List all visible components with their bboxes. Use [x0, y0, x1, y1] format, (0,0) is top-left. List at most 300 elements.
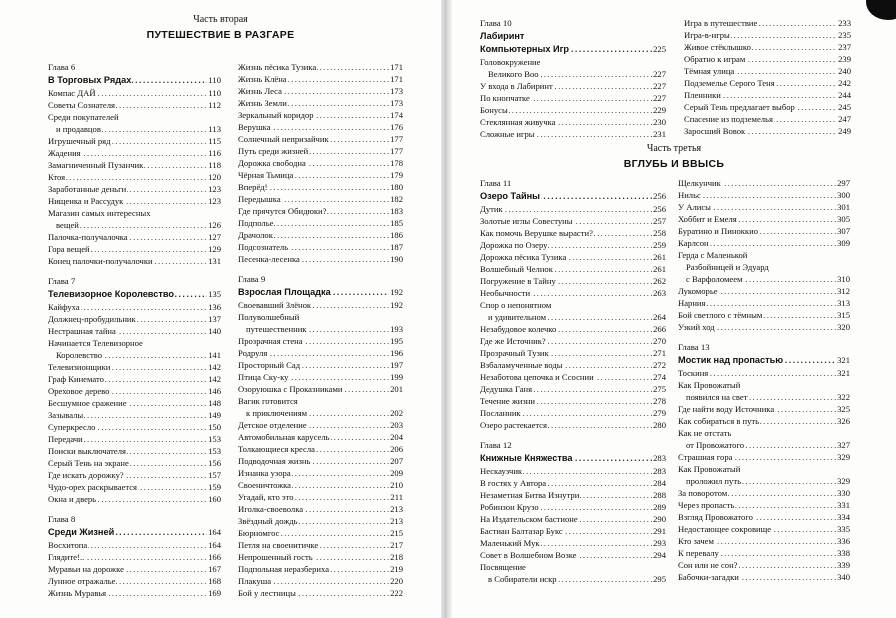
page-number: 201 — [390, 384, 403, 394]
entry-title: Как Провожатый — [678, 380, 741, 390]
toc-entry — [238, 479, 403, 491]
entry-title: Карлсон — [678, 238, 709, 248]
page-number: 283 — [653, 453, 666, 463]
page-number: 331 — [837, 500, 850, 510]
toc-entry — [48, 147, 221, 159]
page-number: 123 — [208, 184, 221, 194]
chapter-heading — [480, 43, 666, 56]
toc-entry — [678, 225, 850, 237]
page-number: 315 — [837, 310, 850, 320]
toc-entry — [684, 41, 851, 53]
toc-entry — [48, 87, 221, 99]
toc-entry — [48, 539, 221, 551]
left-page — [0, 0, 441, 618]
page-number: 242 — [838, 78, 851, 88]
entry-title: Бюрномгос — [238, 528, 280, 538]
page-number: 307 — [837, 226, 850, 236]
entry-title: Автомобильная карусель — [238, 432, 330, 442]
page-number: 197 — [390, 360, 403, 370]
toc-entry — [678, 523, 850, 535]
page-number: 202 — [390, 408, 403, 418]
section-gap — [480, 431, 666, 439]
page-number: 225 — [653, 44, 666, 54]
entry-title: Ореховое дерево — [48, 386, 110, 396]
toc-entry — [678, 201, 850, 213]
page-number: 183 — [390, 206, 403, 216]
entry-title: Компас ДАЙ — [48, 88, 96, 98]
entry-title: Бонусы — [480, 105, 508, 115]
page-number: 239 — [838, 54, 851, 64]
toc-entry — [684, 77, 851, 89]
page-number: 264 — [653, 312, 666, 322]
toc-entry — [678, 367, 850, 379]
toc-entry — [480, 359, 666, 371]
toc-entry — [678, 321, 850, 333]
page-number: 327 — [837, 440, 850, 450]
entry-title: Нескаузчик — [480, 466, 523, 476]
toc-entry — [684, 101, 851, 113]
page-number: 131 — [208, 256, 221, 266]
toc-entry — [238, 311, 403, 323]
chapter-label: Глава 9 — [238, 274, 266, 284]
page-number: 297 — [837, 178, 850, 188]
toc-entry — [48, 373, 221, 385]
page-number: 244 — [838, 90, 851, 100]
toc-entry — [48, 337, 221, 349]
toc-entry — [238, 335, 403, 347]
entry-title: Компьютерных Игр — [480, 44, 570, 54]
chapter-label: Глава 12 — [480, 440, 512, 450]
page-number: 263 — [653, 288, 666, 298]
entry-title: Звёздный дождь — [238, 516, 298, 526]
toc-entry — [48, 457, 221, 469]
entry-title: Палочка-получалочка — [48, 232, 128, 242]
toc-entry — [238, 455, 403, 467]
page-number: 274 — [653, 372, 666, 382]
toc-entry — [238, 181, 403, 193]
page-number: 340 — [837, 572, 850, 582]
page-number: 126 — [208, 220, 221, 230]
entry-title: Полуволшебный — [238, 312, 300, 322]
entry-title: Обратно к играм — [684, 54, 746, 64]
page-number: 320 — [837, 322, 850, 332]
entry-title: Кайфуха — [48, 302, 80, 312]
toc-entry — [480, 239, 666, 251]
entry-title: Герда с Маленькой — [678, 250, 748, 260]
page-number: 177 — [390, 134, 403, 144]
toc-entry — [678, 499, 850, 511]
toc-entry — [238, 133, 403, 145]
entry-title: Просторный Сад — [238, 360, 301, 370]
right-page — [452, 0, 896, 618]
page-number: 217 — [390, 540, 403, 550]
toc-entry — [48, 409, 221, 421]
page-number: 294 — [653, 550, 666, 560]
entry-title: Дорожка свободна — [238, 158, 306, 168]
page-number: 339 — [837, 560, 850, 570]
toc-entry — [480, 287, 666, 299]
entry-title: Среди покупателей — [48, 112, 119, 122]
entry-title: Погружение в Тайну — [480, 276, 556, 286]
page-number: 180 — [390, 182, 403, 192]
section-gap — [48, 505, 221, 513]
toc-entry — [480, 513, 666, 525]
entry-title: Хоббит и Емеля — [678, 214, 737, 224]
toc-entry — [238, 109, 403, 121]
page-number: 262 — [653, 276, 666, 286]
toc-entry — [678, 391, 850, 403]
page-number: 199 — [390, 372, 403, 382]
entry-title: проложил путь — [678, 476, 742, 486]
entry-title: Дорожка по Озеру — [480, 240, 548, 250]
page-number: 325 — [837, 404, 850, 414]
page-number: 321 — [837, 355, 850, 365]
toc-entry — [678, 463, 850, 475]
page-number: 310 — [837, 274, 850, 284]
page-number: 259 — [653, 240, 666, 250]
page-number: 279 — [653, 408, 666, 418]
page-number: 193 — [390, 324, 403, 334]
page-number: 227 — [653, 93, 666, 103]
entry-title: Песенка-лесенка — [238, 254, 300, 264]
entry-title: вещей — [48, 220, 80, 230]
toc-entry — [238, 527, 403, 539]
book-gutter — [441, 0, 452, 618]
toc-entry — [678, 249, 850, 261]
toc-entry — [480, 395, 666, 407]
toc-entry — [678, 535, 850, 547]
page-number: 179 — [390, 170, 403, 180]
page-number: 305 — [837, 214, 850, 224]
toc-entry — [48, 481, 221, 493]
entry-title: Пленники — [684, 90, 721, 100]
toc-entry — [678, 511, 850, 523]
toc-entry — [48, 301, 221, 313]
toc-entry — [48, 183, 221, 195]
toc-entry — [684, 65, 851, 77]
toc-entry — [238, 299, 403, 311]
toc-entry — [480, 335, 666, 347]
toc-entry — [238, 85, 403, 97]
toc-entry — [48, 469, 221, 481]
page-number: 156 — [208, 458, 221, 468]
entry-title: Спор о непонятном — [480, 300, 552, 310]
entry-title: Нищенка и Рассудук — [48, 196, 124, 206]
page-number: 173 — [390, 86, 403, 96]
entry-title: Драчолок — [238, 230, 273, 240]
page-number: 149 — [208, 410, 221, 420]
toc-entry — [238, 407, 403, 419]
page-number: 174 — [390, 110, 403, 120]
toc-entry — [678, 571, 850, 583]
entry-title: Заросший Вовок — [684, 126, 746, 136]
page-number: 150 — [208, 422, 221, 432]
entry-title: Совет в Волшебном Возке — [480, 550, 577, 560]
entry-title: Своеничтожка — [238, 480, 291, 490]
toc-entry — [480, 311, 666, 323]
toc-column — [678, 177, 850, 583]
entry-title: Необычности — [480, 288, 531, 298]
page-number: 289 — [653, 502, 666, 512]
page-number: 245 — [838, 102, 851, 112]
entry-title: Дедушка Ганя — [480, 384, 533, 394]
toc-entry — [238, 253, 403, 265]
toc-entry — [480, 477, 666, 489]
page-number: 118 — [208, 160, 221, 170]
toc-entry — [480, 104, 666, 116]
entry-title: Вагик готовится — [238, 396, 298, 406]
toc-entry — [238, 145, 403, 157]
toc-entry — [480, 323, 666, 335]
entry-title: Дутик — [480, 204, 503, 214]
entry-title: Робинзон Крузо — [480, 502, 539, 512]
toc-column — [480, 177, 666, 585]
entry-title: Толкающиеся кресла — [238, 444, 315, 454]
page-number: 270 — [653, 336, 666, 346]
entry-title: Незаметная Битва Изнутри — [480, 490, 580, 500]
entry-title: Поиски выключателя — [48, 446, 126, 456]
toc-entry — [238, 551, 403, 563]
page-number: 256 — [653, 191, 666, 201]
entry-title: Жадения — [48, 148, 81, 158]
entry-title: Телевизорное Королевство — [48, 289, 174, 299]
page-number: 258 — [653, 228, 666, 238]
toc-entry — [480, 56, 666, 68]
chapter-label: Глава 6 — [48, 62, 76, 72]
section-gap — [678, 333, 850, 341]
entry-title: Начинается Телевизорное — [48, 338, 143, 348]
page-number: 167 — [208, 564, 221, 574]
toc-entry — [238, 73, 403, 85]
toc-entry — [684, 113, 851, 125]
entry-title: За поворотом — [678, 488, 728, 498]
page-number: 115 — [208, 136, 221, 146]
page-number: 209 — [390, 468, 403, 478]
page-number: 326 — [837, 416, 850, 426]
entry-title: Игра-в-игры — [684, 30, 730, 40]
entry-title: Как собираться в путь — [678, 416, 760, 426]
entry-title: Посвящение — [480, 562, 526, 572]
section-gap — [48, 267, 221, 275]
page-number: 141 — [208, 350, 221, 360]
toc-entry — [238, 539, 403, 551]
entry-title: У входа в Лабиринт — [480, 81, 553, 91]
toc-entry — [480, 383, 666, 395]
toc-entry — [480, 80, 666, 92]
entry-title: Жизнь Муравья — [48, 588, 107, 598]
entry-title: Серый Тень на экране — [48, 458, 129, 468]
page-number: 176 — [390, 122, 403, 132]
page-number: 123 — [208, 196, 221, 206]
toc-entry — [48, 551, 221, 563]
toc-column — [238, 61, 403, 599]
entry-title: Плакуша — [238, 576, 272, 586]
entry-title: Жизнь Земли — [238, 98, 287, 108]
entry-title: Взгляд Провожатого — [678, 512, 753, 522]
toc-entry — [678, 427, 850, 439]
toc-entry — [480, 68, 666, 80]
toc-entry — [48, 255, 221, 267]
page-number: 249 — [838, 126, 851, 136]
page-number: 218 — [390, 552, 403, 562]
entry-title: Взрослая Площадка — [238, 287, 331, 297]
chapter-label: Глава 8 — [48, 514, 76, 524]
toc-entry — [684, 17, 851, 29]
toc-entry — [480, 251, 666, 263]
page-number: 135 — [208, 289, 221, 299]
page-number: 113 — [208, 124, 221, 134]
toc-entry — [684, 53, 851, 65]
entry-title: Среди Жизней — [48, 527, 115, 537]
page-number: 233 — [838, 18, 851, 28]
entry-title: Лукоморье — [678, 286, 718, 296]
page-number: 171 — [390, 74, 403, 84]
page-number: 166 — [208, 552, 221, 562]
toc-entry — [48, 493, 221, 505]
toc-entry — [238, 323, 403, 335]
entry-title: Путь среди жизней — [238, 146, 309, 156]
toc-entry — [678, 559, 850, 571]
page-number: 142 — [208, 374, 221, 384]
chapter-heading — [480, 190, 666, 203]
page-number: 247 — [838, 114, 851, 124]
toc-column — [48, 61, 221, 599]
chapter-heading — [48, 74, 221, 87]
page-number: 230 — [653, 117, 666, 127]
page-number: 335 — [837, 524, 850, 534]
entry-title: Головокружение — [480, 57, 541, 67]
page-number: 338 — [837, 548, 850, 558]
toc-entry — [48, 313, 221, 325]
entry-title: Подземелье Серого Теня — [684, 78, 775, 88]
toc-entry — [684, 29, 851, 41]
entry-title: Где найти воду Источника — [678, 404, 775, 414]
toc-entry — [238, 205, 403, 217]
entry-title: Тёмная улица — [684, 66, 735, 76]
page-number: 266 — [653, 324, 666, 334]
page-number: 219 — [390, 564, 403, 574]
page-number: 261 — [653, 264, 666, 274]
page-number: 203 — [390, 420, 403, 430]
page-number: 148 — [208, 398, 221, 408]
toc-entry — [238, 61, 403, 73]
toc-entry — [48, 385, 221, 397]
toc-entry — [48, 397, 221, 409]
page-number: 195 — [390, 336, 403, 346]
toc-entry — [48, 171, 221, 183]
entry-title: Незабудовое колечко — [480, 324, 557, 334]
entry-title: Стеклянная живучка — [480, 117, 556, 127]
page-number: 192 — [390, 300, 403, 310]
chapter-label: Глава 10 — [480, 18, 512, 28]
toc-entry — [480, 561, 666, 573]
toc-entry — [48, 349, 221, 361]
entry-title: Вперёд! — [238, 182, 268, 192]
entry-title: Должнец-пробудильник — [48, 314, 136, 324]
toc-entry — [678, 285, 850, 297]
page-number: 164 — [208, 540, 221, 550]
entry-title: Узкий ход — [678, 322, 715, 332]
toc-entry — [480, 116, 666, 128]
toc-entry — [238, 359, 403, 371]
entry-title: Подпольная неразбериха — [238, 564, 330, 574]
entry-title: Щелкунчик — [678, 178, 721, 188]
toc-entry — [238, 575, 403, 587]
toc-entry — [480, 407, 666, 419]
entry-title: Иголка-своеволка — [238, 504, 304, 514]
page-number: 215 — [390, 528, 403, 538]
page-number: 290 — [653, 514, 666, 524]
toc-entry — [678, 451, 850, 463]
page-number: 301 — [837, 202, 850, 212]
toc-entry — [48, 231, 221, 243]
entry-title: Солнечный непризайчик — [238, 134, 329, 144]
toc-entry — [480, 501, 666, 513]
toc-entry — [480, 227, 666, 239]
entry-title: Прозрачная стена — [238, 336, 303, 346]
page-number: 220 — [390, 576, 403, 586]
page-number: 153 — [208, 434, 221, 444]
toc-entry — [480, 573, 666, 585]
entry-title: К перевалу — [678, 548, 719, 558]
page-number: 330 — [837, 488, 850, 498]
page-number: 110 — [208, 75, 221, 85]
page-number: 186 — [390, 230, 403, 240]
entry-title: Игрушечный ряд — [48, 136, 111, 146]
page-number: 334 — [837, 512, 850, 522]
toc-entry — [238, 443, 403, 455]
entry-title: Как Провожатый — [678, 464, 741, 474]
page-number: 222 — [390, 588, 403, 598]
page-number: 284 — [653, 478, 666, 488]
entry-title: Окна и дверь — [48, 494, 97, 504]
part-subtitle: ПУТЕШЕСТВИЕ В РАЗГАРЕ — [146, 29, 295, 41]
page-number: 295 — [653, 574, 666, 584]
entry-title: Гора вещей — [48, 244, 90, 254]
entry-title: Подводочная жизнь — [238, 456, 311, 466]
toc-entry — [678, 487, 850, 499]
entry-title: Жизнь пёсика Тузика — [238, 62, 317, 72]
page-number: 227 — [653, 81, 666, 91]
entry-title: Передышка — [238, 194, 281, 204]
toc-entry — [684, 89, 851, 101]
page-number: 213 — [390, 516, 403, 526]
entry-title: Посланник — [480, 408, 521, 418]
entry-title: Разбойницей и Эдуард — [678, 262, 770, 272]
toc-entry — [48, 325, 221, 337]
entry-title: с Варфоломеем — [678, 274, 744, 284]
toc-entry — [238, 229, 403, 241]
entry-title: Как не отстать — [678, 428, 732, 438]
page-number: 146 — [208, 386, 221, 396]
toc-entry — [238, 217, 403, 229]
page-number: 329 — [837, 476, 850, 486]
toc-entry — [678, 273, 850, 285]
toc-entry — [238, 491, 403, 503]
toc-entry — [480, 419, 666, 431]
page-number: 321 — [837, 368, 850, 378]
entry-title: в Собиратели искр — [480, 574, 558, 584]
entry-title: Озеро растекается — [480, 420, 547, 430]
page-number: 116 — [208, 148, 221, 158]
chapter-heading — [48, 288, 221, 301]
entry-title: Зазывалы — [48, 410, 84, 420]
entry-title: Замагниченный Пузанчик — [48, 160, 144, 170]
toc-entry — [678, 309, 850, 321]
entry-title: Муравьи на дорожке — [48, 564, 124, 574]
toc-entry — [238, 97, 403, 109]
page-number: 288 — [653, 490, 666, 500]
